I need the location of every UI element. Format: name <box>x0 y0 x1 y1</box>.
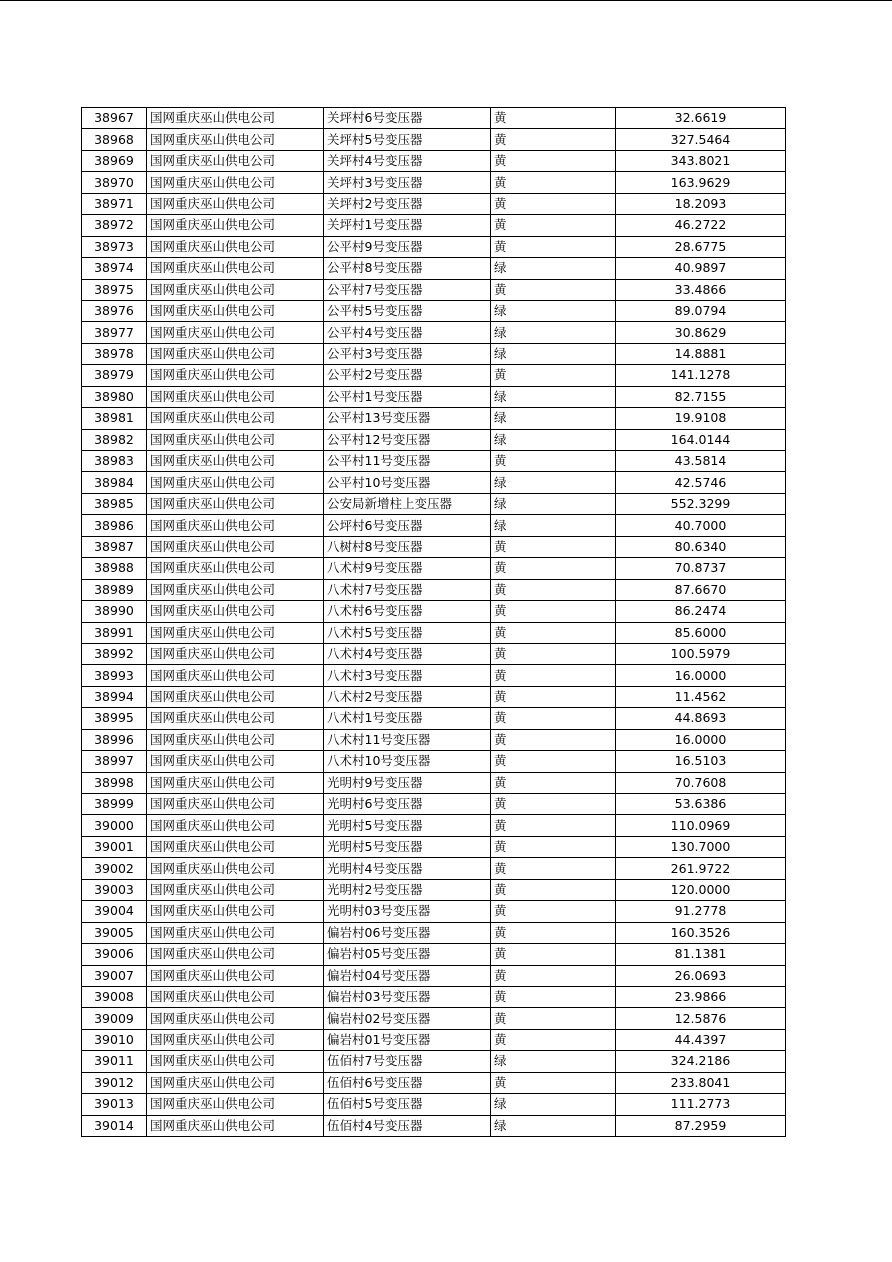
table-row <box>82 815 786 836</box>
status-cell: 绿 <box>491 408 616 429</box>
table-row <box>82 493 786 514</box>
row-id-cell: 38999 <box>82 794 147 815</box>
top-border-line <box>0 0 892 1</box>
value-cell: 40.7000 <box>616 515 786 536</box>
company-cell: 国网重庆巫山供电公司 <box>147 751 324 772</box>
table-row <box>82 558 786 579</box>
status-cell: 黄 <box>491 193 616 214</box>
table-row <box>82 1008 786 1029</box>
status-cell: 黄 <box>491 622 616 643</box>
row-id-cell: 38995 <box>82 708 147 729</box>
value-cell: 44.8693 <box>616 708 786 729</box>
status-cell: 黄 <box>491 836 616 857</box>
value-cell: 86.2474 <box>616 601 786 622</box>
company-cell: 国网重庆巫山供电公司 <box>147 1115 324 1136</box>
value-cell: 164.0144 <box>616 429 786 450</box>
row-id-cell: 38979 <box>82 365 147 386</box>
row-id-cell: 38974 <box>82 258 147 279</box>
status-cell: 黄 <box>491 279 616 300</box>
table-row <box>82 836 786 857</box>
company-cell: 国网重庆巫山供电公司 <box>147 1008 324 1029</box>
transformer-name-cell: 伍佰村7号变压器 <box>324 1051 491 1072</box>
transformer-name-cell: 偏岩村06号变压器 <box>324 922 491 943</box>
transformer-name-cell: 伍佰村5号变压器 <box>324 1094 491 1115</box>
status-cell: 黄 <box>491 708 616 729</box>
row-id-cell: 38986 <box>82 515 147 536</box>
status-cell: 绿 <box>491 515 616 536</box>
value-cell: 327.5464 <box>616 129 786 150</box>
table-row <box>82 1051 786 1072</box>
transformer-name-cell: 公安局新增柱上变压器 <box>324 493 491 514</box>
value-cell: 80.6340 <box>616 536 786 557</box>
row-id-cell: 39014 <box>82 1115 147 1136</box>
table-row <box>82 944 786 965</box>
status-cell: 黄 <box>491 365 616 386</box>
table-row <box>82 408 786 429</box>
transformer-name-cell: 光明村6号变压器 <box>324 794 491 815</box>
status-cell: 黄 <box>491 965 616 986</box>
value-cell: 100.5979 <box>616 643 786 664</box>
row-id-cell: 39007 <box>82 965 147 986</box>
status-cell: 黄 <box>491 215 616 236</box>
table-row <box>82 665 786 686</box>
table-row <box>82 708 786 729</box>
transformer-name-cell: 光明村2号变压器 <box>324 879 491 900</box>
company-cell: 国网重庆巫山供电公司 <box>147 322 324 343</box>
transformer-name-cell: 八术村7号变压器 <box>324 579 491 600</box>
transformer-name-cell: 偏岩村03号变压器 <box>324 986 491 1007</box>
row-id-cell: 38968 <box>82 129 147 150</box>
row-id-cell: 39003 <box>82 879 147 900</box>
status-cell: 黄 <box>491 1072 616 1093</box>
row-id-cell: 39012 <box>82 1072 147 1093</box>
table-row <box>82 129 786 150</box>
row-id-cell: 38983 <box>82 451 147 472</box>
table-row <box>82 343 786 364</box>
row-id-cell: 38985 <box>82 493 147 514</box>
company-cell: 国网重庆巫山供电公司 <box>147 429 324 450</box>
transformer-name-cell: 公平村5号变压器 <box>324 300 491 321</box>
company-cell: 国网重庆巫山供电公司 <box>147 601 324 622</box>
status-cell: 绿 <box>491 322 616 343</box>
row-id-cell: 38996 <box>82 729 147 750</box>
value-cell: 343.8021 <box>616 150 786 171</box>
row-id-cell: 38978 <box>82 343 147 364</box>
transformer-name-cell: 伍佰村4号变压器 <box>324 1115 491 1136</box>
row-id-cell: 38997 <box>82 751 147 772</box>
table-row <box>82 322 786 343</box>
status-cell: 黄 <box>491 879 616 900</box>
table-row <box>82 858 786 879</box>
transformer-name-cell: 公坪村6号变压器 <box>324 515 491 536</box>
value-cell: 110.0969 <box>616 815 786 836</box>
company-cell: 国网重庆巫山供电公司 <box>147 1029 324 1050</box>
transformer-name-cell: 偏岩村04号变压器 <box>324 965 491 986</box>
transformer-name-cell: 公平村3号变压器 <box>324 343 491 364</box>
status-cell: 绿 <box>491 1051 616 1072</box>
row-id-cell: 39011 <box>82 1051 147 1072</box>
company-cell: 国网重庆巫山供电公司 <box>147 300 324 321</box>
value-cell: 28.6775 <box>616 236 786 257</box>
value-cell: 23.9866 <box>616 986 786 1007</box>
status-cell: 黄 <box>491 108 616 129</box>
table-row <box>82 472 786 493</box>
transformer-name-cell: 公平村1号变压器 <box>324 386 491 407</box>
status-cell: 绿 <box>491 1094 616 1115</box>
table-row <box>82 429 786 450</box>
company-cell: 国网重庆巫山供电公司 <box>147 515 324 536</box>
company-cell: 国网重庆巫山供电公司 <box>147 772 324 793</box>
value-cell: 91.2778 <box>616 901 786 922</box>
status-cell: 黄 <box>491 1008 616 1029</box>
table-row <box>82 729 786 750</box>
transformer-name-cell: 偏岩村05号变压器 <box>324 944 491 965</box>
table-row <box>82 622 786 643</box>
table-body <box>82 108 786 1137</box>
value-cell: 163.9629 <box>616 172 786 193</box>
value-cell: 40.9897 <box>616 258 786 279</box>
status-cell: 绿 <box>491 343 616 364</box>
transformer-name-cell: 关坪村6号变压器 <box>324 108 491 129</box>
transformer-name-cell: 公平村12号变压器 <box>324 429 491 450</box>
table-row <box>82 601 786 622</box>
status-cell: 黄 <box>491 858 616 879</box>
row-id-cell: 38976 <box>82 300 147 321</box>
value-cell: 70.7608 <box>616 772 786 793</box>
company-cell: 国网重庆巫山供电公司 <box>147 279 324 300</box>
value-cell: 18.2093 <box>616 193 786 214</box>
transformer-name-cell: 公平村8号变压器 <box>324 258 491 279</box>
transformer-name-cell: 公平村7号变压器 <box>324 279 491 300</box>
company-cell: 国网重庆巫山供电公司 <box>147 451 324 472</box>
transformer-name-cell: 关坪村3号变压器 <box>324 172 491 193</box>
company-cell: 国网重庆巫山供电公司 <box>147 579 324 600</box>
transformer-name-cell: 八术村5号变压器 <box>324 622 491 643</box>
transformer-name-cell: 关坪村4号变压器 <box>324 150 491 171</box>
row-id-cell: 38981 <box>82 408 147 429</box>
table-row <box>82 215 786 236</box>
table-row <box>82 172 786 193</box>
table-row <box>82 386 786 407</box>
value-cell: 12.5876 <box>616 1008 786 1029</box>
value-cell: 85.6000 <box>616 622 786 643</box>
status-cell: 绿 <box>491 472 616 493</box>
transformer-name-cell: 八术村3号变压器 <box>324 665 491 686</box>
company-cell: 国网重庆巫山供电公司 <box>147 343 324 364</box>
value-cell: 552.3299 <box>616 493 786 514</box>
company-cell: 国网重庆巫山供电公司 <box>147 236 324 257</box>
transformer-name-cell: 公平村2号变压器 <box>324 365 491 386</box>
status-cell: 绿 <box>491 258 616 279</box>
transformer-name-cell: 关坪村5号变压器 <box>324 129 491 150</box>
company-cell: 国网重庆巫山供电公司 <box>147 965 324 986</box>
company-cell: 国网重庆巫山供电公司 <box>147 172 324 193</box>
company-cell: 国网重庆巫山供电公司 <box>147 493 324 514</box>
company-cell: 国网重庆巫山供电公司 <box>147 858 324 879</box>
status-cell: 黄 <box>491 922 616 943</box>
transformer-name-cell: 关坪村1号变压器 <box>324 215 491 236</box>
value-cell: 16.5103 <box>616 751 786 772</box>
row-id-cell: 38980 <box>82 386 147 407</box>
value-cell: 16.0000 <box>616 665 786 686</box>
table-row <box>82 751 786 772</box>
company-cell: 国网重庆巫山供电公司 <box>147 193 324 214</box>
company-cell: 国网重庆巫山供电公司 <box>147 129 324 150</box>
company-cell: 国网重庆巫山供电公司 <box>147 472 324 493</box>
row-id-cell: 38990 <box>82 601 147 622</box>
table-row <box>82 279 786 300</box>
status-cell: 绿 <box>491 493 616 514</box>
transformer-name-cell: 光明村5号变压器 <box>324 815 491 836</box>
value-cell: 87.2959 <box>616 1115 786 1136</box>
row-id-cell: 38982 <box>82 429 147 450</box>
value-cell: 53.6386 <box>616 794 786 815</box>
table-row <box>82 1094 786 1115</box>
company-cell: 国网重庆巫山供电公司 <box>147 558 324 579</box>
company-cell: 国网重庆巫山供电公司 <box>147 150 324 171</box>
value-cell: 120.0000 <box>616 879 786 900</box>
transformer-name-cell: 光明村4号变压器 <box>324 858 491 879</box>
company-cell: 国网重庆巫山供电公司 <box>147 836 324 857</box>
table-row <box>82 1072 786 1093</box>
company-cell: 国网重庆巫山供电公司 <box>147 386 324 407</box>
row-id-cell: 38987 <box>82 536 147 557</box>
value-cell: 42.5746 <box>616 472 786 493</box>
company-cell: 国网重庆巫山供电公司 <box>147 643 324 664</box>
value-cell: 19.9108 <box>616 408 786 429</box>
company-cell: 国网重庆巫山供电公司 <box>147 622 324 643</box>
table-row <box>82 772 786 793</box>
status-cell: 黄 <box>491 601 616 622</box>
value-cell: 26.0693 <box>616 965 786 986</box>
row-id-cell: 38975 <box>82 279 147 300</box>
status-cell: 黄 <box>491 1029 616 1050</box>
company-cell: 国网重庆巫山供电公司 <box>147 879 324 900</box>
value-cell: 160.3526 <box>616 922 786 943</box>
company-cell: 国网重庆巫山供电公司 <box>147 1072 324 1093</box>
status-cell: 绿 <box>491 300 616 321</box>
table-row <box>82 986 786 1007</box>
row-id-cell: 38994 <box>82 686 147 707</box>
row-id-cell: 38993 <box>82 665 147 686</box>
transformer-name-cell: 伍佰村6号变压器 <box>324 1072 491 1093</box>
row-id-cell: 38972 <box>82 215 147 236</box>
company-cell: 国网重庆巫山供电公司 <box>147 665 324 686</box>
transformer-name-cell: 关坪村2号变压器 <box>324 193 491 214</box>
row-id-cell: 38984 <box>82 472 147 493</box>
company-cell: 国网重庆巫山供电公司 <box>147 686 324 707</box>
transformer-name-cell: 八术村4号变压器 <box>324 643 491 664</box>
row-id-cell: 38973 <box>82 236 147 257</box>
row-id-cell: 38967 <box>82 108 147 129</box>
status-cell: 黄 <box>491 643 616 664</box>
transformer-name-cell: 光明村03号变压器 <box>324 901 491 922</box>
row-id-cell: 39010 <box>82 1029 147 1050</box>
company-cell: 国网重庆巫山供电公司 <box>147 986 324 1007</box>
transformer-table <box>81 107 786 1137</box>
transformer-name-cell: 光明村9号变压器 <box>324 772 491 793</box>
status-cell: 黄 <box>491 558 616 579</box>
transformer-name-cell: 八术村1号变压器 <box>324 708 491 729</box>
status-cell: 黄 <box>491 172 616 193</box>
row-id-cell: 39002 <box>82 858 147 879</box>
value-cell: 81.1381 <box>616 944 786 965</box>
table-row <box>82 686 786 707</box>
value-cell: 324.2186 <box>616 1051 786 1072</box>
company-cell: 国网重庆巫山供电公司 <box>147 729 324 750</box>
row-id-cell: 38988 <box>82 558 147 579</box>
table-row <box>82 794 786 815</box>
status-cell: 绿 <box>491 1115 616 1136</box>
transformer-name-cell: 八术村9号变压器 <box>324 558 491 579</box>
value-cell: 141.1278 <box>616 365 786 386</box>
value-cell: 33.4866 <box>616 279 786 300</box>
value-cell: 261.9722 <box>616 858 786 879</box>
company-cell: 国网重庆巫山供电公司 <box>147 536 324 557</box>
transformer-name-cell: 公平村4号变压器 <box>324 322 491 343</box>
row-id-cell: 38971 <box>82 193 147 214</box>
value-cell: 32.6619 <box>616 108 786 129</box>
transformer-name-cell: 八术村10号变压器 <box>324 751 491 772</box>
status-cell: 黄 <box>491 729 616 750</box>
status-cell: 黄 <box>491 150 616 171</box>
status-cell: 黄 <box>491 901 616 922</box>
row-id-cell: 38989 <box>82 579 147 600</box>
status-cell: 绿 <box>491 429 616 450</box>
value-cell: 70.8737 <box>616 558 786 579</box>
table-row <box>82 365 786 386</box>
table-row <box>82 579 786 600</box>
table-row <box>82 965 786 986</box>
row-id-cell: 39013 <box>82 1094 147 1115</box>
value-cell: 233.8041 <box>616 1072 786 1093</box>
value-cell: 46.2722 <box>616 215 786 236</box>
table-row <box>82 236 786 257</box>
row-id-cell: 38991 <box>82 622 147 643</box>
row-id-cell: 38969 <box>82 150 147 171</box>
transformer-name-cell: 公平村13号变压器 <box>324 408 491 429</box>
transformer-name-cell: 公平村10号变压器 <box>324 472 491 493</box>
status-cell: 黄 <box>491 751 616 772</box>
table-row <box>82 193 786 214</box>
value-cell: 16.0000 <box>616 729 786 750</box>
company-cell: 国网重庆巫山供电公司 <box>147 901 324 922</box>
status-cell: 黄 <box>491 236 616 257</box>
row-id-cell: 39006 <box>82 944 147 965</box>
company-cell: 国网重庆巫山供电公司 <box>147 922 324 943</box>
company-cell: 国网重庆巫山供电公司 <box>147 815 324 836</box>
row-id-cell: 39008 <box>82 986 147 1007</box>
value-cell: 11.4562 <box>616 686 786 707</box>
table-row <box>82 108 786 129</box>
table-row <box>82 536 786 557</box>
company-cell: 国网重庆巫山供电公司 <box>147 794 324 815</box>
table-row <box>82 258 786 279</box>
transformer-name-cell: 八树村8号变压器 <box>324 536 491 557</box>
row-id-cell: 38998 <box>82 772 147 793</box>
row-id-cell: 39000 <box>82 815 147 836</box>
status-cell: 黄 <box>491 794 616 815</box>
company-cell: 国网重庆巫山供电公司 <box>147 1051 324 1072</box>
transformer-name-cell: 光明村5号变压器 <box>324 836 491 857</box>
table-row <box>82 515 786 536</box>
value-cell: 43.5814 <box>616 451 786 472</box>
transformer-name-cell: 偏岩村01号变压器 <box>324 1029 491 1050</box>
status-cell: 黄 <box>491 772 616 793</box>
status-cell: 黄 <box>491 665 616 686</box>
table-row <box>82 1115 786 1136</box>
company-cell: 国网重庆巫山供电公司 <box>147 1094 324 1115</box>
table-row <box>82 643 786 664</box>
transformer-name-cell: 偏岩村02号变压器 <box>324 1008 491 1029</box>
transformer-name-cell: 公平村11号变压器 <box>324 451 491 472</box>
status-cell: 黄 <box>491 579 616 600</box>
row-id-cell: 38992 <box>82 643 147 664</box>
status-cell: 黄 <box>491 129 616 150</box>
row-id-cell: 39004 <box>82 901 147 922</box>
value-cell: 87.6670 <box>616 579 786 600</box>
status-cell: 黄 <box>491 451 616 472</box>
company-cell: 国网重庆巫山供电公司 <box>147 215 324 236</box>
row-id-cell: 38977 <box>82 322 147 343</box>
table-row <box>82 879 786 900</box>
value-cell: 44.4397 <box>616 1029 786 1050</box>
row-id-cell: 38970 <box>82 172 147 193</box>
value-cell: 14.8881 <box>616 343 786 364</box>
row-id-cell: 39001 <box>82 836 147 857</box>
status-cell: 黄 <box>491 815 616 836</box>
row-id-cell: 39009 <box>82 1008 147 1029</box>
status-cell: 黄 <box>491 536 616 557</box>
table-row <box>82 300 786 321</box>
value-cell: 30.8629 <box>616 322 786 343</box>
value-cell: 89.0794 <box>616 300 786 321</box>
table-row <box>82 150 786 171</box>
table-row <box>82 922 786 943</box>
transformer-name-cell: 八术村11号变压器 <box>324 729 491 750</box>
value-cell: 82.7155 <box>616 386 786 407</box>
company-cell: 国网重庆巫山供电公司 <box>147 944 324 965</box>
row-id-cell: 39005 <box>82 922 147 943</box>
status-cell: 黄 <box>491 944 616 965</box>
company-cell: 国网重庆巫山供电公司 <box>147 108 324 129</box>
status-cell: 绿 <box>491 386 616 407</box>
company-cell: 国网重庆巫山供电公司 <box>147 708 324 729</box>
value-cell: 130.7000 <box>616 836 786 857</box>
company-cell: 国网重庆巫山供电公司 <box>147 258 324 279</box>
table-row <box>82 1029 786 1050</box>
company-cell: 国网重庆巫山供电公司 <box>147 365 324 386</box>
status-cell: 黄 <box>491 986 616 1007</box>
status-cell: 黄 <box>491 686 616 707</box>
transformer-name-cell: 公平村9号变压器 <box>324 236 491 257</box>
table-row <box>82 901 786 922</box>
transformer-name-cell: 八术村6号变压器 <box>324 601 491 622</box>
transformer-name-cell: 八术村2号变压器 <box>324 686 491 707</box>
table-row <box>82 451 786 472</box>
company-cell: 国网重庆巫山供电公司 <box>147 408 324 429</box>
value-cell: 111.2773 <box>616 1094 786 1115</box>
